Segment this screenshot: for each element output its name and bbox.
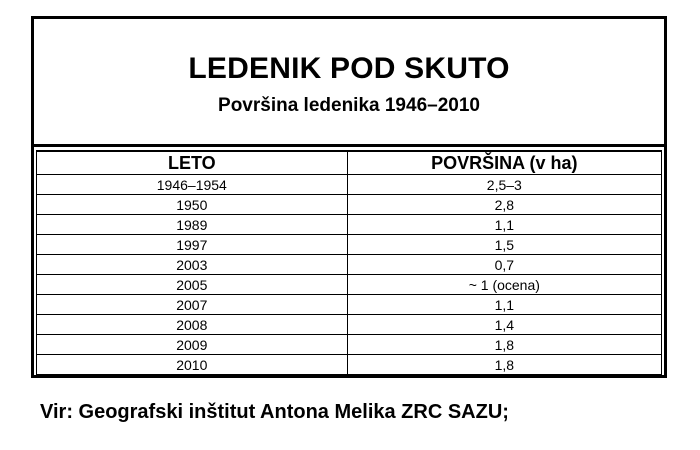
cell-year: 1950	[37, 195, 348, 215]
table-row	[37, 335, 662, 355]
table-row	[37, 235, 662, 255]
cell-year: 1997	[37, 235, 348, 255]
cell-year: 2010	[37, 355, 348, 375]
table-row	[37, 355, 662, 375]
cell-year: 2008	[37, 315, 348, 335]
data-table-wrap	[36, 150, 662, 373]
cell-year: 1946–1954	[37, 175, 348, 195]
cell-area: ~ 1 (ocena)	[347, 275, 661, 295]
source-note: Vir: Geografski inštitut Antona Melika ZRC SAZU;	[40, 401, 509, 423]
cell-area: 1,1	[347, 295, 661, 315]
cell-area: 1,5	[347, 235, 661, 255]
chart-subtitle: Površina ledenika 1946–2010	[218, 95, 480, 116]
table-row	[37, 195, 662, 215]
table-body	[37, 175, 662, 375]
table-row	[37, 215, 662, 235]
table-header-row	[37, 152, 662, 175]
data-table	[36, 151, 662, 375]
chart-title: LEDENIK POD SKUTO	[188, 52, 510, 85]
cell-area: 1,8	[347, 335, 661, 355]
table-frame	[31, 16, 667, 378]
cell-area: 2,8	[347, 195, 661, 215]
table-row	[37, 275, 662, 295]
table-header-box	[34, 19, 664, 147]
column-header-year: LETO	[37, 152, 348, 175]
cell-area: 0,7	[347, 255, 661, 275]
cell-year: 2009	[37, 335, 348, 355]
cell-area: 1,1	[347, 215, 661, 235]
cell-year: 2005	[37, 275, 348, 295]
cell-area: 1,8	[347, 355, 661, 375]
cell-area: 2,5–3	[347, 175, 661, 195]
table-row	[37, 175, 662, 195]
cell-area: 1,4	[347, 315, 661, 335]
table-row	[37, 295, 662, 315]
cell-year: 2003	[37, 255, 348, 275]
cell-year: 1989	[37, 215, 348, 235]
table-row	[37, 315, 662, 335]
cell-year: 2007	[37, 295, 348, 315]
table-row	[37, 255, 662, 275]
column-header-area: POVRŠINA (v ha)	[347, 152, 661, 175]
